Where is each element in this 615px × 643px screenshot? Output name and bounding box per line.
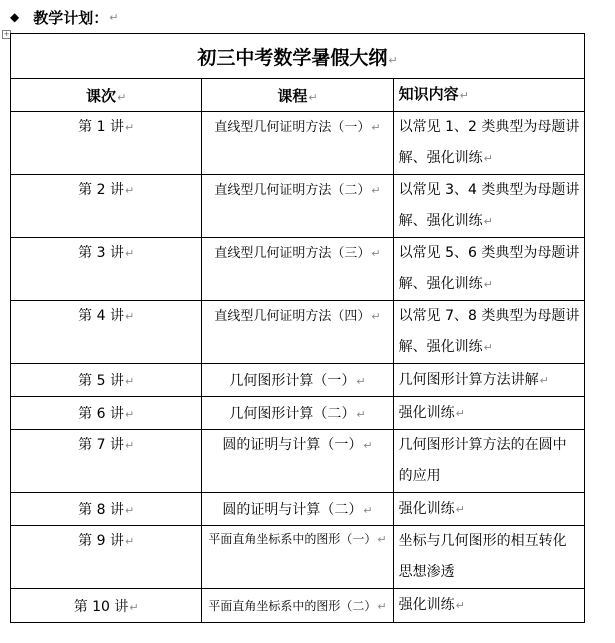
content-text: 以常见 5、6 类典型为母题讲解、强化训练 xyxy=(398,245,580,292)
content-cell xyxy=(393,430,584,493)
paragraph-mark-icon: ↵ xyxy=(483,215,493,228)
paragraph-mark-icon: ↵ xyxy=(124,121,135,134)
paragraph-mark-icon: ↵ xyxy=(539,373,549,387)
paragraph-mark-icon: ↵ xyxy=(363,439,373,452)
lesson-cell xyxy=(11,589,202,623)
course-cell xyxy=(202,589,393,623)
course-text: 平面直角坐标系中的图形（一） xyxy=(208,532,377,546)
header-lesson xyxy=(11,79,202,112)
lesson-text: 第 2 讲 xyxy=(78,182,124,198)
course-cell xyxy=(202,526,393,589)
content-cell xyxy=(393,493,584,526)
title-row xyxy=(11,34,585,79)
course-cell xyxy=(202,238,393,301)
content-cell xyxy=(393,238,584,301)
paragraph-mark-icon: ↵ xyxy=(356,375,366,388)
paragraph-mark-icon: ↵ xyxy=(356,408,366,421)
table-title: 初三中考数学暑假大纲 xyxy=(197,46,388,69)
lesson-text: 第 7 讲 xyxy=(78,437,124,453)
paragraph-mark-icon: ↵ xyxy=(117,90,127,104)
paragraph-mark-icon: ↵ xyxy=(124,408,135,421)
lesson-text: 第 8 讲 xyxy=(78,502,124,518)
lesson-text: 第 3 讲 xyxy=(78,245,124,261)
table-row xyxy=(11,175,585,238)
paragraph-mark-icon: ↵ xyxy=(483,278,493,291)
paragraph-mark-icon: ↵ xyxy=(377,533,387,546)
diamond-bullet-icon: ◆ xyxy=(10,10,20,24)
paragraph-mark-icon: ↵ xyxy=(124,310,135,323)
table-title-cell xyxy=(11,34,585,79)
content-text: 坐标与几何图形的相互转化思想渗透 xyxy=(398,533,567,580)
syllabus-table xyxy=(10,33,585,623)
course-cell xyxy=(202,364,393,397)
paragraph-mark-icon: ↵ xyxy=(483,341,493,354)
course-text: 直线型几何证明方法（四） xyxy=(214,309,371,324)
header-row xyxy=(11,79,585,112)
content-text: 以常见 3、4 类典型为母题讲解、强化训练 xyxy=(398,182,580,229)
paragraph-mark-icon: ↵ xyxy=(455,502,465,516)
table-row xyxy=(11,526,585,589)
paragraph-mark-icon: ↵ xyxy=(124,504,135,517)
paragraph-mark-icon: ↵ xyxy=(459,89,469,102)
lesson-text: 第 10 讲 xyxy=(73,598,129,615)
paragraph-mark-icon: ↵ xyxy=(308,90,318,104)
lesson-text: 第 4 讲 xyxy=(78,308,124,324)
paragraph-mark-icon: ↵ xyxy=(377,600,387,613)
paragraph-mark-icon: ↵ xyxy=(455,599,465,612)
lesson-text: 第 1 讲 xyxy=(78,119,124,135)
lesson-text: 第 5 讲 xyxy=(78,373,124,389)
content-cell xyxy=(393,364,584,397)
table-row xyxy=(11,493,585,526)
table-row xyxy=(11,397,585,430)
paragraph-mark-icon: ↵ xyxy=(371,184,381,197)
paragraph-mark-icon: ↵ xyxy=(109,10,119,24)
paragraph-mark-icon: ↵ xyxy=(483,152,493,165)
lesson-cell xyxy=(11,175,202,238)
paragraph-mark-icon: ↵ xyxy=(129,600,139,614)
lesson-text: 第 6 讲 xyxy=(78,406,124,422)
course-text: 几何图形计算（一） xyxy=(229,373,356,389)
paragraph-mark-icon: ↵ xyxy=(371,247,381,260)
table-row xyxy=(11,589,585,623)
header-course xyxy=(202,79,393,112)
course-text: 直线型几何证明方法（一） xyxy=(214,120,371,135)
content-cell xyxy=(393,589,584,623)
table-move-handle-icon[interactable]: + xyxy=(3,30,10,38)
course-text: 圆的证明与计算（二） xyxy=(222,502,363,518)
course-text: 直线型几何证明方法（三） xyxy=(214,246,371,261)
header-lesson-text: 课次 xyxy=(86,86,117,105)
content-text: 强化训练 xyxy=(398,500,455,517)
lesson-cell xyxy=(11,301,202,364)
table-row xyxy=(11,112,585,175)
header-content xyxy=(393,79,584,112)
lesson-cell xyxy=(11,238,202,301)
table-row xyxy=(11,364,585,397)
header-content-text: 知识内容 xyxy=(398,85,459,103)
course-cell xyxy=(202,175,393,238)
paragraph-mark-icon: ↵ xyxy=(371,121,381,134)
content-text: 几何图形计算方法的在圆中的应用 xyxy=(398,437,567,484)
lesson-cell xyxy=(11,430,202,493)
course-cell xyxy=(202,112,393,175)
paragraph-mark-icon: ↵ xyxy=(124,439,135,452)
lesson-cell xyxy=(11,364,202,397)
content-cell xyxy=(393,175,584,238)
content-text: 强化训练 xyxy=(398,597,455,613)
table-row xyxy=(11,301,585,364)
section-heading-text: 教学计划： xyxy=(33,8,109,27)
course-text: 直线型几何证明方法（二） xyxy=(214,183,371,198)
lesson-text: 第 9 讲 xyxy=(78,533,124,549)
paragraph-mark-icon: ↵ xyxy=(124,184,135,197)
lesson-cell xyxy=(11,397,202,430)
course-text: 几何图形计算（二） xyxy=(229,406,356,422)
table-row xyxy=(11,430,585,493)
paragraph-mark-icon: ↵ xyxy=(371,310,381,323)
content-text: 以常见 7、8 类典型为母题讲解、强化训练 xyxy=(398,308,580,355)
section-heading xyxy=(10,6,118,28)
course-cell xyxy=(202,301,393,364)
content-cell xyxy=(393,526,584,589)
lesson-cell xyxy=(11,526,202,589)
paragraph-mark-icon: ↵ xyxy=(124,535,135,548)
paragraph-mark-icon: ↵ xyxy=(455,406,465,420)
course-text: 平面直角坐标系中的图形（二） xyxy=(208,599,377,613)
paragraph-mark-icon: ↵ xyxy=(363,504,373,517)
course-cell xyxy=(202,397,393,430)
paragraph-mark-icon: ↵ xyxy=(124,375,135,388)
lesson-cell xyxy=(11,112,202,175)
content-cell xyxy=(393,397,584,430)
header-course-text: 课程 xyxy=(277,86,308,105)
course-cell xyxy=(202,430,393,493)
content-cell xyxy=(393,112,584,175)
content-text: 强化训练 xyxy=(398,404,455,421)
table-row xyxy=(11,238,585,301)
content-cell xyxy=(393,301,584,364)
course-text: 圆的证明与计算（一） xyxy=(222,437,363,453)
content-text: 以常见 1、2 类典型为母题讲解、强化训练 xyxy=(398,119,580,166)
content-text: 几何图形计算方法讲解 xyxy=(398,371,539,388)
course-cell xyxy=(202,493,393,526)
paragraph-mark-icon: ↵ xyxy=(124,247,135,260)
paragraph-mark-icon: ↵ xyxy=(388,53,398,67)
lesson-cell xyxy=(11,493,202,526)
